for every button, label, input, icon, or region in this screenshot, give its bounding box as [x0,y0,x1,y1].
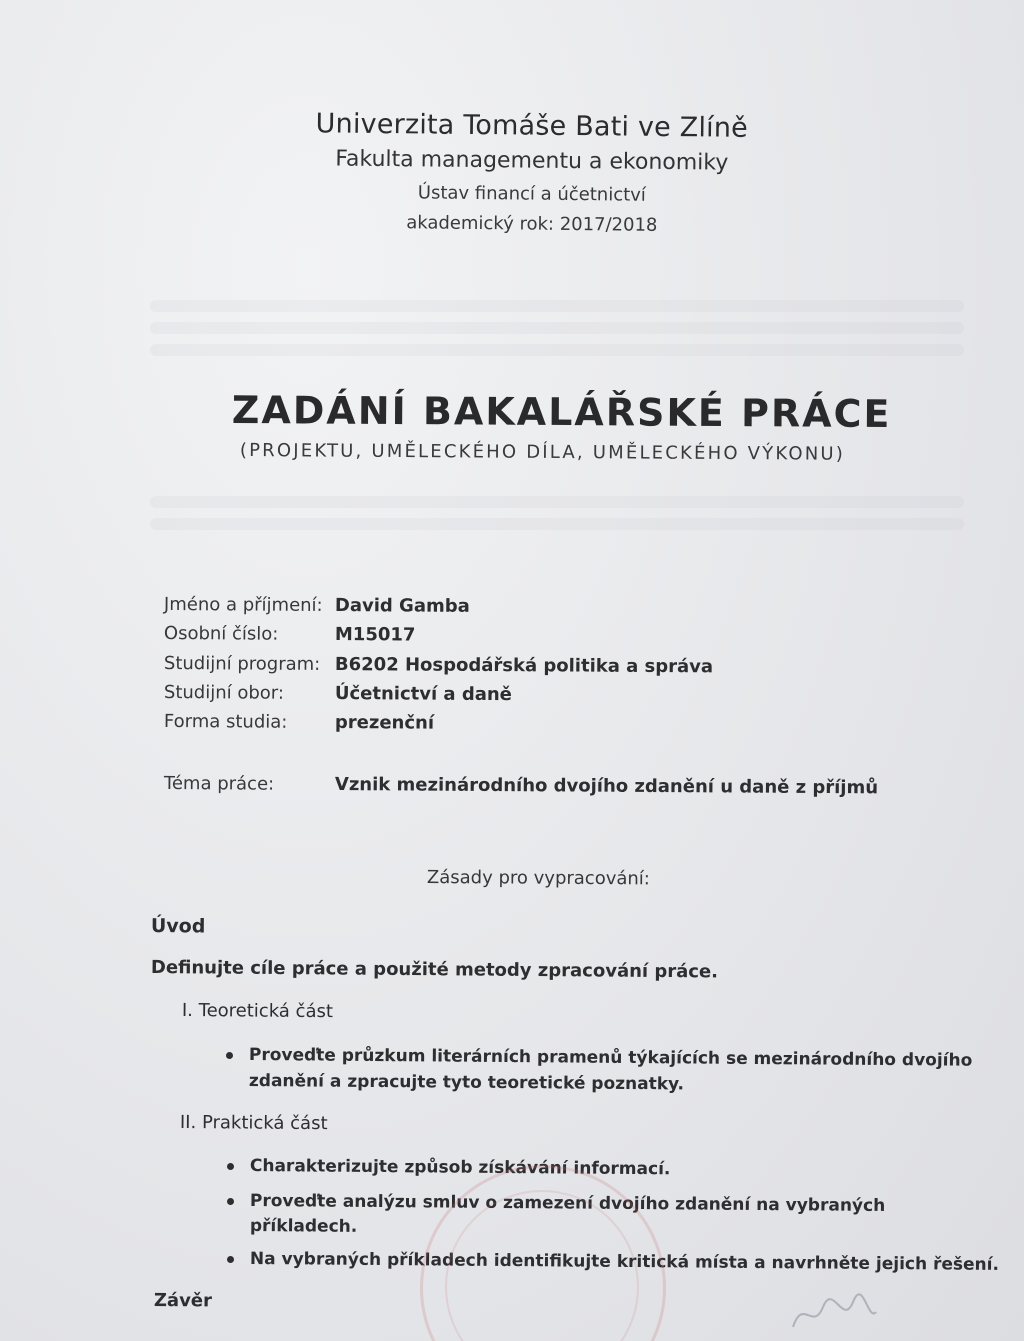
section-heading [180,1112,328,1134]
info-row-personal-number [164,623,416,646]
document-title: ZADÁNÍ BAKALÁŘSKÉ PRÁCE [231,388,892,437]
info-row-study-field [164,682,512,705]
conclusion-heading: Závěr [153,1290,213,1312]
section-number: I. [181,1000,194,1022]
faded-stamp [420,1165,666,1341]
info-row-name [164,594,470,617]
document-subtitle: (PROJEKTU, UMĚLECKÉHO DÍLA, UMĚLECKÉHO VÝKONU) [239,440,846,465]
topic-label: Téma práce: [163,773,275,795]
stamp-inner-ring [445,1190,639,1341]
info-row-study-program [164,653,713,677]
section-heading [182,1000,333,1022]
section-number: II. [179,1112,197,1134]
bleed-through-text [150,518,964,530]
bullet-icon [227,1198,234,1205]
bullet-icon [227,1163,234,1170]
bullet-line: Charakterizujte způsob získávání informací. [249,1156,671,1180]
info-label: Osobní číslo: [163,623,279,645]
info-row-study-form [164,711,434,734]
bullet-line: Na vybraných příkladech identifikujte kritická místa a navrhněte jejich řešení. [249,1249,1000,1275]
bullet-line: příkladech. [249,1216,358,1237]
bullet-line: Proveďte průzkum literárních pramenů týkajících se mezinárodního dvojího [248,1045,973,1071]
bleed-through-text [150,300,964,312]
bleed-through-text [150,496,964,508]
info-value: M15017 [334,624,416,646]
institute-name: Ústav financí a účetnictví [417,182,646,206]
bullet-line: Proveďte analýzu smluv o zamezení dvojího zdanění na vybraných [249,1191,886,1216]
section-title: Teoretická část [198,1000,334,1023]
bullet-icon [226,1052,233,1059]
intro-text: Definujte cíle práce a použité metody zpracování práce. [150,957,719,983]
university-name: Univerzita Tomáše Bati ve Zlíně [315,108,749,144]
signature-trace [788,1287,878,1337]
topic-value: Vznik mezinárodního dvojího zdanění u daně z příjmů [334,774,879,799]
info-label: Studijní obor: [163,682,285,704]
info-value: David Gamba [334,595,470,617]
bleed-through-text [150,322,964,334]
bleed-through-text [150,344,964,356]
academic-year: akademický rok: 2017/2018 [406,212,658,236]
info-label: Forma studia: [163,711,288,733]
info-value: B6202 Hospodářská politika a správa [334,654,714,678]
bullet-icon [227,1256,234,1263]
info-value: Účetnictví a daně [334,683,512,706]
section-title: Praktická část [201,1112,328,1135]
info-row-topic [164,773,878,798]
info-label: Jméno a příjmení: [163,594,323,616]
guidelines-heading: Zásady pro vypracování: [426,867,650,890]
bullet-line: zdanění a zpracujte tyto teoretické poznatky. [248,1071,685,1095]
info-value: prezenční [334,712,435,734]
faculty-name: Fakulta managementu a ekonomiky [335,146,729,176]
info-label: Studijní program: [163,653,321,675]
intro-heading: Úvod [150,915,206,938]
